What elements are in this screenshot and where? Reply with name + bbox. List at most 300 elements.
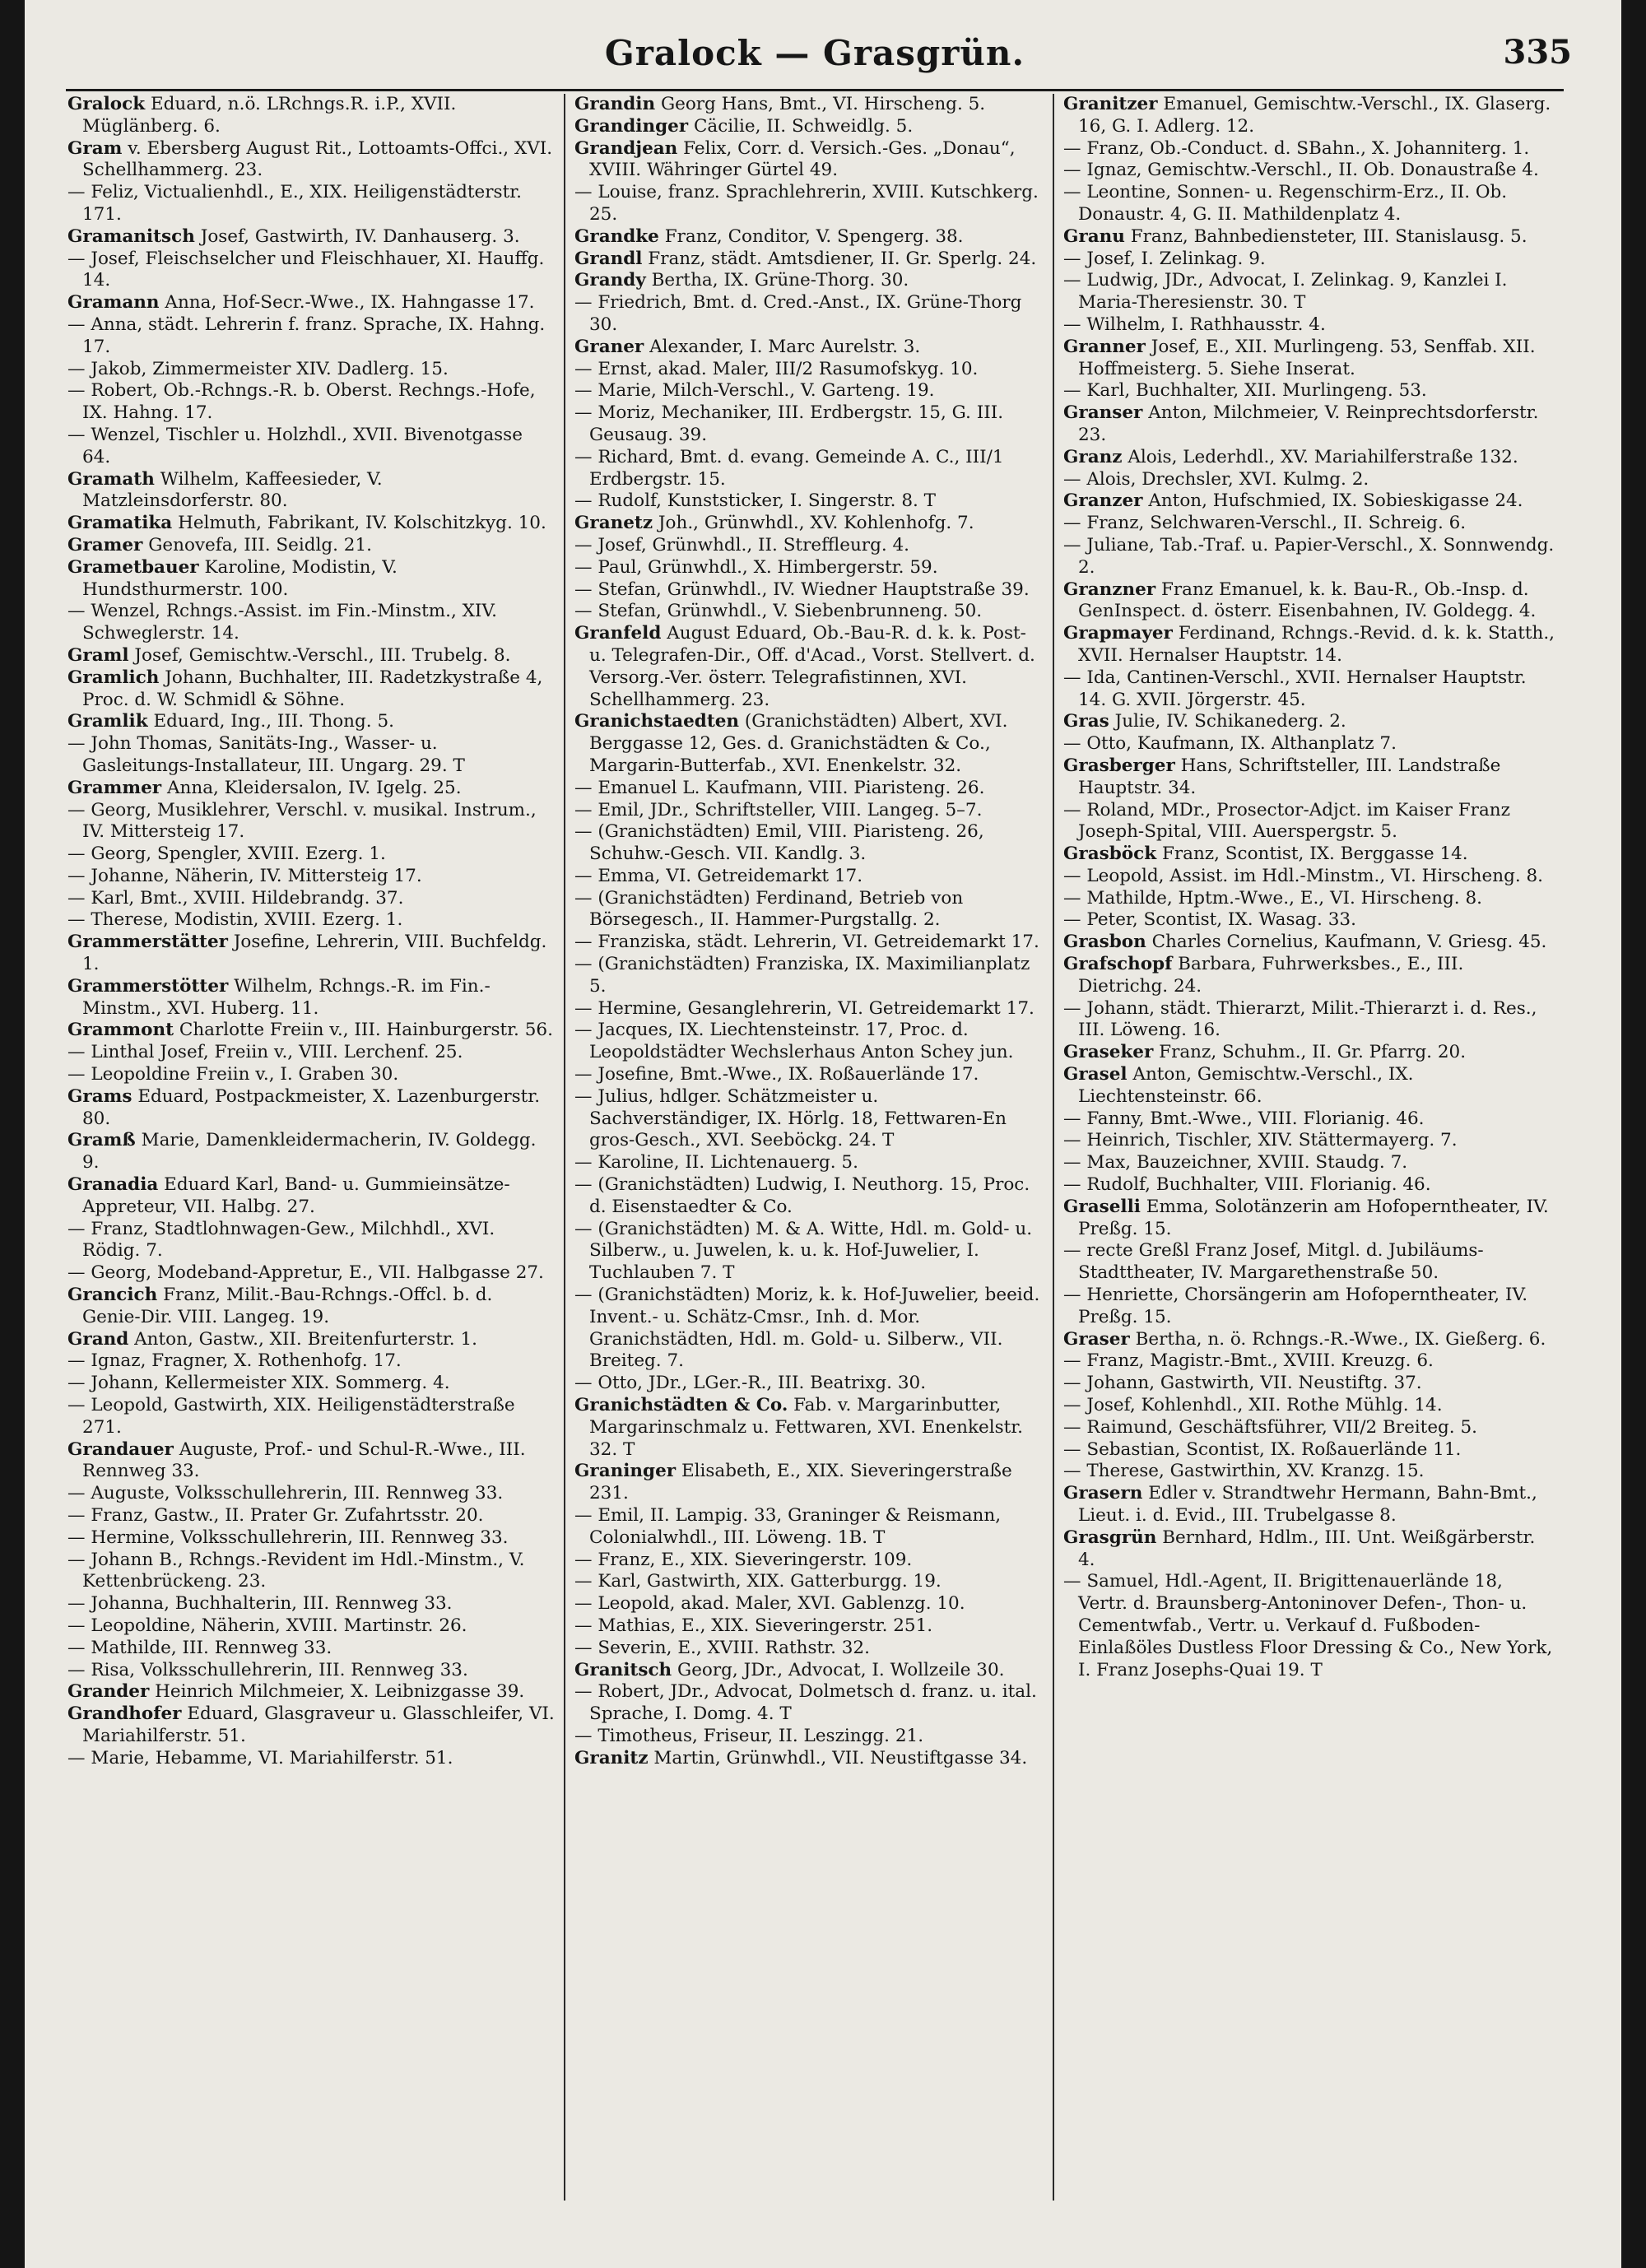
entry-text: — Josefine, Bmt.-Wwe., IX. Roßauerlände 17. <box>574 1064 979 1085</box>
directory-entry <box>1063 954 1555 998</box>
directory-entry <box>1063 800 1555 844</box>
entry-text: — Richard, Bmt. d. evang. Gemeinde A. C., III/1 Erdbergstr. 15. <box>574 446 1004 490</box>
entry-text: — Fanny, Bmt.-Wwe., VIII. Florianig. 46. <box>1063 1108 1425 1129</box>
directory-entry <box>1063 1373 1555 1395</box>
entry-text: — Samuel, Hdl.-Agent, II. Brigittenauerlände 18, Vertr. d. Braunsberg-Antoninover Defen-, Thon- u. Cementwfab., Vertr. u. Verkauf d. Fußboden-Einlaßöles Dustless Floor Dressing & Co., New York, I. Franz Josephs-Quai 19. T <box>1063 1571 1553 1680</box>
directory-entry <box>1063 138 1555 160</box>
directory-entry <box>574 138 1042 183</box>
entry-text: — Karl, Buchhalter, XII. Murlingeng. 53. <box>1063 380 1427 402</box>
entry-headword: Granetz <box>574 513 653 534</box>
page-title: Gralock — Grasgrün. <box>604 33 1025 73</box>
directory-entry <box>574 182 1042 226</box>
directory-entry <box>574 1064 1042 1086</box>
entry-text: Eduard, n.ö. LRchngs.R. i.P., XVII. Müglänberg. 6. <box>82 94 457 137</box>
directory-entry <box>574 711 1042 777</box>
directory-entry <box>1063 1130 1555 1152</box>
directory-entry <box>574 579 1042 602</box>
entry-text: — Franz, Stadtlohnwagen-Gew., Milchhdl., XVI. Rödig. 7. <box>67 1218 495 1262</box>
directory-entry <box>574 557 1042 579</box>
directory-entry <box>574 359 1042 381</box>
entry-text: Anton, Milchmeier, V. Reinprechtsdorferstr. 23. <box>1078 402 1539 445</box>
entry-headword: Grams <box>67 1085 133 1107</box>
directory-entry <box>67 1505 555 1527</box>
entry-text: — Emma, VI. Getreidemarkt 17. <box>574 865 863 886</box>
column-divider <box>564 94 565 2201</box>
directory-entry <box>574 116 1042 138</box>
directory-entry <box>574 821 1042 866</box>
entry-text: — Anna, städt. Lehrerin f. franz. Sprache, IX. Hahng. 17. <box>67 314 546 357</box>
directory-entry <box>67 94 555 138</box>
entry-text: — Jacques, IX. Liechtensteinstr. 17, Proc. d. Leopoldstädter Wechslerhaus Anton Schey jun. <box>574 1020 1014 1063</box>
directory-entry <box>67 1703 555 1748</box>
entry-text: — Heinrich, Tischler, XIV. Stättermayerg. 7. <box>1063 1130 1458 1151</box>
directory-entry <box>574 1681 1042 1726</box>
directory-entry <box>1063 160 1555 182</box>
entry-headword: Grandy <box>574 270 646 291</box>
entry-text: Karoline, Modistin, V. Hundsthurmerstr. 100. <box>82 556 398 600</box>
entry-text: Franz Emanuel, k. k. Bau-R., Ob.-Insp. d. GenInspect. d. österr. Eisenbahnen, IV. Goldegg. 4. <box>1078 579 1537 622</box>
directory-entry <box>1063 1108 1555 1131</box>
directory-entry <box>1063 182 1555 226</box>
directory-entry <box>1063 733 1555 755</box>
entry-text: — Johann, Kellermeister XIX. Sommerg. 4. <box>67 1373 450 1394</box>
entry-text: Emma, Solotänzerin am Hofoperntheater, IV. Preßg. 15. <box>1078 1196 1549 1239</box>
entry-text: — Linthal Josef, Freiin v., VIII. Lerchenf. 25. <box>67 1042 463 1063</box>
entry-text: Wilhelm, Kaffeesieder, V. Matzleinsdorferstr. 80. <box>82 468 383 512</box>
entry-text: — Moriz, Mechaniker, III. Erdbergstr. 15, G. III. Geusaug. 39. <box>574 402 1004 445</box>
page-number: 335 <box>1503 33 1572 72</box>
directory-entry <box>67 1350 555 1373</box>
entry-text: — (Granichstädten) M. & A. Witte, Hdl. m. Gold- u. Silberw., u. Juwelen, k. u. k. Hof-Juwelier, I. Tuchlauben 7. T <box>574 1218 1033 1284</box>
directory-entry <box>1063 866 1555 888</box>
entry-text: Anton, Hufschmied, IX. Sobieskigasse 24. <box>1148 490 1523 512</box>
entry-text: — Franz, Selchwaren-Verschl., II. Schreig. 6. <box>1063 513 1467 534</box>
entry-text: Julie, IV. Schikanederg. 2. <box>1114 711 1346 732</box>
entry-text: Martin, Grünwhdl., VII. Neustiftgasse 34. <box>653 1747 1028 1768</box>
directory-entry <box>574 249 1042 271</box>
entry-headword: Grancich <box>67 1285 158 1306</box>
entry-text: — Therese, Gastwirthin, XV. Kranzg. 15. <box>1063 1461 1425 1482</box>
entry-headword: Grasern <box>1063 1483 1143 1504</box>
entry-text: v. Ebersberg August Rit., Lottoamts-Offci., XVI. Schellhammerg. 23. <box>82 137 553 181</box>
entry-text: — Ignaz, Fragner, X. Rothenhofg. 17. <box>67 1350 402 1372</box>
entry-text: — Risa, Volksschullehrerin, III. Rennweg 33. <box>67 1659 468 1680</box>
entry-text: Anton, Gemischtw.-Verschl., IX. Liechtensteinstr. 66. <box>1078 1064 1414 1107</box>
entry-text: Anton, Gastw., XII. Breitenfurterstr. 1. <box>134 1328 477 1350</box>
directory-entry <box>67 425 555 469</box>
entry-text: — Ludwig, JDr., Advocat, I. Zelinkag. 9, Kanzlei I. Maria-Theresienstr. 30. T <box>1063 270 1508 314</box>
directory-entry <box>67 1219 555 1263</box>
directory-entry <box>67 380 555 425</box>
header-rule <box>66 89 1564 91</box>
directory-entry <box>1063 1240 1555 1285</box>
entry-text: — Josef, Grünwhdl., II. Streffleurg. 4. <box>574 534 910 555</box>
entry-text: Eduard, Postpackmeister, X. Lazenburgerstr. 80. <box>82 1085 541 1129</box>
directory-entry <box>67 1550 555 1594</box>
entry-text: — Franz, Gastw., II. Prater Gr. Zufahrtsstr. 20. <box>67 1505 484 1526</box>
entry-text: — Hermine, Volksschullehrerin, III. Rennweg 33. <box>67 1527 509 1548</box>
directory-entry <box>1063 380 1555 402</box>
directory-entry <box>1063 1395 1555 1417</box>
directory-entry <box>1063 888 1555 910</box>
directory-entry <box>67 1130 555 1174</box>
entry-text: — (Granichstädten) Franziska, IX. Maximilianplatz 5. <box>574 954 1030 997</box>
directory-entry <box>67 601 555 645</box>
entry-text: — Karl, Bmt., XVIII. Hildebrandg. 37. <box>67 887 404 909</box>
entry-text: Auguste, Prof.- und Schul-R.-Wwe., III. Rennweg 33. <box>82 1438 526 1482</box>
entry-text: — Wenzel, Tischler u. Holzhdl., XVII. Bivenotgasse 64. <box>67 424 523 467</box>
entry-text: — Raimund, Geschäftsführer, VII/2 Breiteg. 5. <box>1063 1416 1477 1438</box>
entry-text: — Georg, Musiklehrer, Verschl. v. musikal. Instrum., IV. Mittersteig 17. <box>67 799 537 843</box>
entry-headword: Gram <box>67 137 123 159</box>
entry-text: Georg, JDr., Advocat, I. Wollzeile 30. <box>677 1659 1005 1680</box>
entry-text: — Wilhelm, I. Rathhausstr. 4. <box>1063 314 1326 335</box>
entry-text: — Marie, Hebamme, VI. Mariahilferstr. 51. <box>67 1747 453 1768</box>
entry-text: Charles Cornelius, Kaufmann, V. Griesg. 45. <box>1151 932 1547 953</box>
entry-headword: Graser <box>1063 1328 1130 1350</box>
directory-entry <box>1063 402 1555 447</box>
directory-entry <box>67 1748 555 1770</box>
entry-text: — Josef, I. Zelinkag. 9. <box>1063 248 1266 269</box>
entry-text: — Leopold, akad. Maler, XVI. Gablenzg. 10. <box>574 1593 965 1615</box>
directory-entry <box>1063 1439 1555 1462</box>
directory-entry <box>574 1593 1042 1615</box>
directory-entry <box>574 1086 1042 1152</box>
directory-entry <box>574 1219 1042 1285</box>
entry-text: Bertha, n. ö. Rchngs.-R.-Wwe., IX. Gießerg. 6. <box>1135 1328 1546 1350</box>
entry-headword: Grasgrün <box>1063 1527 1157 1548</box>
entry-text: — Louise, franz. Sprachlehrerin, XVIII. Kutschkerg. 25. <box>574 182 1039 225</box>
directory-entry <box>574 94 1042 116</box>
entry-text: Hans, Schriftsteller, III. Landstraße Hauptstr. 34. <box>1078 755 1501 798</box>
entry-text: — Henriette, Chorsängerin am Hofoperntheater, IV. Preßg. 15. <box>1063 1285 1528 1327</box>
directory-entry <box>574 490 1042 513</box>
entry-text: Alexander, I. Marc Aurelstr. 3. <box>649 336 921 357</box>
entry-text: — Mathilde, Hptm.-Wwe., E., VI. Hirscheng. 8. <box>1063 887 1482 909</box>
directory-entry <box>574 866 1042 888</box>
directory-entry <box>574 535 1042 557</box>
directory-entry <box>67 1262 555 1285</box>
directory-entry <box>67 314 555 359</box>
entry-headword: Granitzer <box>1063 94 1158 114</box>
directory-entry <box>1063 1483 1555 1527</box>
directory-entry <box>574 292 1042 337</box>
directory-entry <box>67 866 555 888</box>
entry-headword: Granser <box>1063 402 1143 424</box>
entry-text: Anna, Kleidersalon, IV. Igelg. 25. <box>166 777 462 798</box>
entry-text: — Otto, JDr., LGer.-R., III. Beatrixg. 30. <box>574 1373 927 1394</box>
entry-headword: Granzner <box>1063 579 1156 600</box>
directory-entry <box>1063 226 1555 249</box>
entry-text: — Juliane, Tab.-Traf. u. Papier-Verschl., X. Sonnwendg. 2. <box>1063 534 1555 578</box>
directory-entry <box>574 1505 1042 1550</box>
entry-text: — Ida, Cantinen-Verschl., XVII. Hernalser Hauptstr. 14. G. XVII. Jörgerstr. 45. <box>1063 667 1527 710</box>
entry-text: Alois, Lederhdl., XV. Mariahilferstraße 132. <box>1128 446 1518 467</box>
entry-text: — Mathilde, III. Rennweg 33. <box>67 1637 332 1658</box>
directory-entry <box>574 932 1042 954</box>
entry-text: Franz, städt. Amtsdiener, II. Gr. Sperlg. 24. <box>648 248 1037 269</box>
entry-text: — Emil, II. Lampig. 33, Graninger & Reismann, Colonialwhdl., III. Löweng. 1B. T <box>574 1505 1002 1548</box>
entry-text: — Johann B., Rchngs.-Revident im Hdl.-Minstm., V. Kettenbrückeng. 23. <box>67 1549 525 1592</box>
directory-entry <box>1063 667 1555 712</box>
directory-entry <box>574 1571 1042 1593</box>
entry-text: — Franz, Magistr.-Bmt., XVIII. Kreuzg. 6. <box>1063 1350 1434 1372</box>
entry-text: — Alois, Drechsler, XVI. Kulmg. 2. <box>1063 468 1369 490</box>
entry-headword: Grandl <box>574 248 643 269</box>
entry-text: — Leontine, Sonnen- u. Regenschirm-Erz., II. Ob. Donaustr. 4, G. II. Mathildenplatz 4. <box>1063 182 1508 225</box>
entry-headword: Grafschopf <box>1063 954 1173 975</box>
directory-entry <box>574 800 1042 822</box>
column-divider <box>1053 94 1054 2201</box>
directory-entry <box>574 337 1042 359</box>
entry-headword: Grandke <box>574 225 659 247</box>
directory-entry <box>1063 337 1555 381</box>
entry-text: — Jakob, Zimmermeister XIV. Dadlerg. 15. <box>67 358 449 379</box>
entry-text: — Leopold, Gastwirth, XIX. Heiligenstädterstraße 271. <box>67 1395 515 1438</box>
directory-entry <box>67 1373 555 1395</box>
directory-entry <box>1063 623 1555 667</box>
entry-text: — Feliz, Victualienhdl., E., XIX. Heiligenstädterstr. 171. <box>67 182 522 225</box>
entry-headword: Graner <box>574 336 644 357</box>
directory-entry <box>67 359 555 381</box>
directory-column-1 <box>67 94 555 2250</box>
directory-entry <box>1063 1042 1555 1064</box>
entry-headword: Gramath <box>67 468 155 490</box>
entry-headword: Granz <box>1063 446 1123 467</box>
entry-text: Johann, Buchhalter, III. Radetzkystraße 4, Proc. d. W. Schmidl & Söhne. <box>82 667 543 710</box>
directory-entry <box>67 1660 555 1682</box>
entry-text: — Stefan, Grünwhdl., IV. Wiedner Hauptstraße 39. <box>574 579 1030 600</box>
entry-text: — Peter, Scontist, IX. Wasag. 33. <box>1063 909 1356 931</box>
entry-text: — Johanna, Buchhalterin, III. Rennweg 33. <box>67 1593 453 1615</box>
entry-headword: Granadia <box>67 1174 159 1196</box>
directory-entry <box>574 1174 1042 1219</box>
entry-headword: Grasberger <box>1063 755 1175 776</box>
entry-text: — Georg, Modeband-Appretur, E., VII. Halbgasse 27. <box>67 1262 544 1284</box>
directory-entry <box>574 998 1042 1020</box>
directory-entry <box>574 1726 1042 1748</box>
directory-entry <box>1063 1174 1555 1197</box>
entry-text: — Otto, Kaufmann, IX. Althanplatz 7. <box>1063 733 1397 755</box>
directory-entry <box>67 733 555 778</box>
entry-text: — (Granichstädten) Moriz, k. k. Hof-Juwelier, beeid. Invent.- u. Schätz-Cmsr., Inh. d. Mor. Granichstädten, Hdl. m. Gold- u. Silberw., VII. Breiteg. 7. <box>574 1285 1040 1372</box>
entry-text: Charlotte Freiin v., III. Hainburgerstr. 56. <box>179 1020 553 1041</box>
entry-headword: Gramanitsch <box>67 225 195 247</box>
directory-entry <box>1063 1527 1555 1572</box>
entry-text: — Georg, Spengler, XVIII. Ezerg. 1. <box>67 844 386 865</box>
entry-text: Elisabeth, E., XIX. Sieveringerstraße 231. <box>589 1461 1012 1504</box>
directory-entry <box>67 1329 555 1351</box>
entry-text: Joh., Grünwhdl., XV. Kohlenhofg. 7. <box>658 513 974 534</box>
entry-headword: Graml <box>67 644 129 666</box>
entry-headword: Grammer <box>67 777 162 798</box>
entry-headword: Grandhofer <box>67 1703 182 1725</box>
directory-entry <box>67 557 555 602</box>
entry-text: Helmuth, Fabrikant, IV. Kolschitzkyg. 10. <box>178 513 546 534</box>
entry-text: — Johann, Gastwirth, VII. Neustiftg. 37. <box>1063 1373 1422 1394</box>
directory-entry <box>574 1020 1042 1064</box>
directory-entry <box>574 623 1042 711</box>
entry-text: Franz, Scontist, IX. Berggasse 14. <box>1161 844 1468 865</box>
entry-headword: Granfeld <box>574 623 662 644</box>
directory-entry <box>1063 1417 1555 1439</box>
directory-entry <box>574 226 1042 249</box>
directory-entry <box>1063 1064 1555 1108</box>
directory-entry <box>1063 490 1555 513</box>
directory-entry <box>1063 270 1555 314</box>
directory-entry <box>67 976 555 1020</box>
entry-text: — Mathias, E., XIX. Sieveringerstr. 251. <box>574 1615 933 1636</box>
entry-text: — (Granichstädten) Ludwig, I. Neuthorg. 15, Proc. d. Eisenstaedter & Co. <box>574 1174 1030 1217</box>
directory-entry <box>574 1660 1042 1682</box>
directory-entry <box>574 778 1042 800</box>
directory-entry <box>574 1395 1042 1461</box>
directory-entry <box>574 447 1042 491</box>
entry-headword: Gramer <box>67 534 143 555</box>
entry-headword: Grander <box>67 1681 150 1703</box>
directory-entry <box>67 182 555 226</box>
entry-headword: Grasböck <box>1063 844 1157 865</box>
directory-entry <box>67 645 555 667</box>
entry-text: (Granichstädten) Albert, XVI. Berggasse 12, Ges. d. Granichstädten & Co., Margarin-Butterfab., XVI. Enenkelstr. 32. <box>589 711 1008 776</box>
entry-headword: Graninger <box>574 1461 677 1482</box>
directory-entry <box>574 1285 1042 1373</box>
entry-headword: Graseker <box>1063 1042 1154 1063</box>
entry-text: — Franz, E., XIX. Sieveringerstr. 109. <box>574 1549 913 1570</box>
entry-text: — Auguste, Volksschullehrerin, III. Rennweg 33. <box>67 1483 504 1504</box>
entry-text: — Johann, städt. Thierarzt, Milit.-Thierarzt i. d. Res., III. Löweng. 16. <box>1063 997 1537 1041</box>
directory-entry <box>67 469 555 514</box>
directory-entry <box>1063 998 1555 1043</box>
directory-entry <box>1063 314 1555 337</box>
entry-text: — Julius, hdlger. Schätzmeister u. Sachverständiger, IX. Hörlg. 18, Fettwaren-En gros-Gesch., XVI. Seeböckg. 24. T <box>574 1085 1007 1151</box>
directory-entry <box>1063 249 1555 271</box>
entry-text: — Rudolf, Buchhalter, VIII. Florianig. 46. <box>1063 1174 1431 1196</box>
entry-text: Franz, Milit.-Bau-Rchngs.-Offcl. b. d. Genie-Dir. VIII. Langeg. 19. <box>82 1285 493 1327</box>
directory-entry <box>1063 1461 1555 1483</box>
entry-headword: Grammerstötter <box>67 975 229 997</box>
entry-headword: Granu <box>1063 225 1125 247</box>
directory-entry <box>67 1086 555 1131</box>
entry-text: — Timotheus, Friseur, II. Leszingg. 21. <box>574 1725 924 1746</box>
entry-headword: Gramann <box>67 292 160 314</box>
directory-entry <box>67 1395 555 1439</box>
directory-entry <box>1063 1350 1555 1373</box>
directory-entry <box>1063 447 1555 469</box>
directory-entry <box>574 1615 1042 1638</box>
entry-text: Josef, Gastwirth, IV. Danhauserg. 3. <box>200 225 520 247</box>
entry-text: — Emanuel L. Kaufmann, VIII. Piaristeng. 26. <box>574 777 985 798</box>
entry-text: Franz, Schuhm., II. Gr. Pfarrg. 20. <box>1159 1042 1467 1063</box>
directory-entry <box>67 1483 555 1505</box>
directory-entry <box>67 778 555 800</box>
entry-text: — Josef, Fleischselcher und Fleischhauer, XI. Hauffg. 14. <box>67 248 545 291</box>
entry-text: — Emil, JDr., Schriftsteller, VIII. Langeg. 5–7. <box>574 799 983 820</box>
entry-text: Josef, E., XII. Murlingeng. 53, Senffab. XII. Hoffmeisterg. 5. Siehe Inserat. <box>1078 336 1536 379</box>
entry-text: Marie, Damenkleidermacherin, IV. Goldegg. 9. <box>82 1130 537 1174</box>
directory-entry <box>1063 1197 1555 1241</box>
entry-text: Wilhelm, Rchngs.-R. im Fin.-Minstm., XVI. Huberg. 11. <box>82 975 491 1019</box>
directory-entry <box>1063 469 1555 491</box>
entry-text: Eduard, Ing., III. Thong. 5. <box>153 711 394 732</box>
directory-entry <box>1063 1152 1555 1174</box>
entry-text: — Hermine, Gesanglehrerin, VI. Getreidemarkt 17. <box>574 997 1035 1019</box>
directory-page <box>25 0 1621 2268</box>
entry-text: — Friedrich, Bmt. d. Cred.-Anst., IX. Grüne-Thorg 30. <box>574 292 1022 335</box>
directory-entry <box>574 601 1042 623</box>
entry-text: August Eduard, Ob.-Bau-R. d. k. k. Post- u. Telegrafen-Dir., Off. d'Acad., Vorst. Stellvert. d. Versorg.-Ver. österr. Telegrafistinnen, XVI. Schellhammerg. 23. <box>589 623 1035 710</box>
entry-text: — Josef, Kohlenhdl., XII. Rothe Mühlg. 14. <box>1063 1395 1443 1416</box>
entry-headword: Granichstädten & Co. <box>574 1395 788 1416</box>
directory-entry <box>574 1550 1042 1572</box>
directory-entry <box>67 292 555 314</box>
directory-entry <box>574 270 1042 292</box>
entry-headword: Granzer <box>1063 490 1143 512</box>
entry-headword: Gras <box>1063 711 1109 732</box>
directory-entry <box>67 1638 555 1660</box>
entry-text: — Roland, MDr., Prosector-Adjct. im Kaiser Franz Joseph-Spital, VIII. Auerspergstr. 5. <box>1063 799 1510 843</box>
entry-headword: Granitz <box>574 1747 649 1768</box>
directory-entry <box>1063 1285 1555 1329</box>
directory-entry <box>1063 1571 1555 1681</box>
directory-entry <box>574 402 1042 447</box>
entry-text: Franz, Bahnbediensteter, III. Stanislausg. 5. <box>1130 225 1527 247</box>
entry-headword: Grapmayer <box>1063 623 1173 644</box>
entry-text: — Robert, Ob.-Rchngs.-R. b. Oberst. Rechngs.-Hofe, IX. Hahng. 17. <box>67 380 536 424</box>
entry-text: — Franziska, städt. Lehrerin, VI. Getreidemarkt 17. <box>574 932 1039 953</box>
entry-text: Josef, Gemischtw.-Verschl., III. Trubelg. 8. <box>134 644 511 666</box>
directory-entry <box>67 1042 555 1064</box>
directory-entry <box>574 1152 1042 1174</box>
directory-entry <box>67 711 555 733</box>
directory-entry <box>1063 535 1555 579</box>
entry-text: Emanuel, Gemischtw.-Verschl., IX. Glaserg. 16, G. I. Adlerg. 12. <box>1078 94 1551 137</box>
entry-text: Anna, Hof-Secr.-Wwe., IX. Hahngasse 17. <box>165 292 535 314</box>
entry-text: — Leopoldine, Näherin, XVIII. Martinstr. 26. <box>67 1615 467 1636</box>
entry-headword: Grand <box>67 1328 129 1350</box>
entry-headword: Grammont <box>67 1020 174 1041</box>
entry-headword: Graselli <box>1063 1196 1141 1217</box>
entry-text: Felix, Corr. d. Versich.-Ges. „Donau“, XVIII. Währinger Gürtel 49. <box>589 137 1016 181</box>
directory-entry <box>574 1748 1042 1770</box>
entry-text: — Wenzel, Rchngs.-Assist. im Fin.-Minstm., XIV. Schweglerstr. 14. <box>67 601 498 644</box>
entry-text: — (Granichstädten) Emil, VIII. Piaristeng. 26, Schuhw.-Gesch. VII. Kandlg. 3. <box>574 821 984 865</box>
directory-entry <box>67 1020 555 1042</box>
entry-headword: Grammerstätter <box>67 932 228 953</box>
entry-headword: Grandinger <box>574 115 689 137</box>
directory-entry <box>67 1064 555 1086</box>
directory-entry <box>574 1461 1042 1505</box>
entry-headword: Grasel <box>1063 1064 1128 1085</box>
entry-text: Fab. v. Margarinbutter, Margarinschmalz u. Fettwaren, XVI. Enenkelstr. 32. T <box>589 1395 1024 1460</box>
directory-entry <box>67 1285 555 1329</box>
entry-text: — Stefan, Grünwhdl., V. Siebenbrunneng. 50. <box>574 601 983 622</box>
entry-text: — recte Greßl Franz Josef, Mitgl. d. Jubiläums-Stadttheater, IV. Margarethenstraße 50. <box>1063 1240 1484 1284</box>
entry-text: — Franz, Ob.-Conduct. d. SBahn., X. Johanniterg. 1. <box>1063 137 1530 159</box>
entry-text: — Karoline, II. Lichtenauerg. 5. <box>574 1152 858 1174</box>
entry-text: Ferdinand, Rchngs.-Revid. d. k. k. Statth., XVII. Hernalser Hauptstr. 14. <box>1078 623 1555 666</box>
directory-entry <box>67 800 555 844</box>
entry-text: Eduard, Glasgraveur u. Glasschleifer, VI. Mariahilferstr. 51. <box>82 1703 555 1746</box>
entry-text: — Johanne, Näherin, IV. Mittersteig 17. <box>67 865 422 886</box>
entry-text: — (Granichstädten) Ferdinand, Betrieb von Börsegesch., II. Hammer-Purgstallg. 2. <box>574 887 964 931</box>
directory-entry <box>67 513 555 535</box>
entry-text: — Marie, Milch-Verschl., V. Garteng. 19. <box>574 380 935 402</box>
directory-entry <box>1063 1329 1555 1351</box>
directory-entry <box>1063 711 1555 733</box>
directory-entry <box>1063 909 1555 932</box>
directory-entry <box>67 909 555 932</box>
